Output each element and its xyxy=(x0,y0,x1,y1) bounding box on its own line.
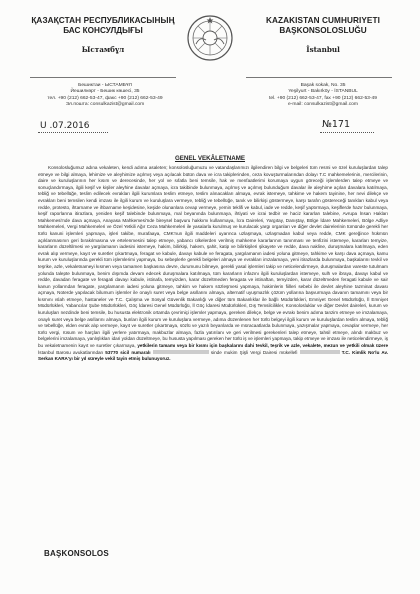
address-right-line2: Yeşilyurt - Bakırköy - İSTANBUL xyxy=(288,89,358,95)
address-left-line4: Эл.пошта: consulkazist@gmail.com xyxy=(65,102,145,108)
left-org-line2: БАС КОНСУЛДЫҒЫ xyxy=(63,26,143,35)
state-emblem-icon xyxy=(186,14,234,62)
body-bold-1: yetkilerin tamamı veya bir kısmı için başkalarını dahi tevkil, teşrik ve azle, vekalete, mezun ve yetkili olmak üzere xyxy=(137,343,388,349)
right-org-line1: KAZAKISTAN CUMHURIYETI xyxy=(266,16,380,25)
address-left-line1: Бешиктаи - ЫСТАМБҰЛ xyxy=(78,83,132,88)
left-org-line1: ҚАЗАҚСТАН РЕСПУБЛИКАСЫНЫҢ xyxy=(31,16,175,25)
address-left-line3: тел. +90 (212) 662-53-47, факс +90 (212) 662-53-49 xyxy=(47,95,163,101)
address-right xyxy=(248,83,398,109)
address-left-line2: Йешилкөрт - Бешик көшесі, 35 xyxy=(70,89,140,95)
body-text-2: İstanbul Barosu avukatlarından xyxy=(38,349,104,355)
right-org-line2: BAŞKONSOLOSLUĞU xyxy=(279,26,367,35)
right-city: İstanbul xyxy=(306,45,340,54)
document-number: №171 xyxy=(322,119,351,130)
left-city: Ыстамбұл xyxy=(81,45,125,54)
address-left xyxy=(30,83,180,109)
signer-title: BAŞKONSOLOS xyxy=(44,549,109,558)
body-redacted-1 xyxy=(153,350,209,354)
body-text-1: Konsolosluğumuz adına vekaleten, kendi adıma asaleten; konsolosluğumuzu ve vatandaşlarımızı ilgilendiren bilgi ve belgeleri tüm resmi ve özel kuruluşlardan talep etmeye ve bilgi almaya, lehimize ve aleyhimize açılmış veya açılacak bütün dava ve icra takiplerinden, ceza kovuşturmalarından dolayı T.C mahkemelerinin, mercilerinin, daire ve kuruluşlarının her kısım ve derecesinde, her yol ve sıfatla beni temsile, hak ve menfaatlerimi korumaya uygun göreceği işlemlerden talep etmeye ve sonuçlandırmaya, ilgili keşif ve kişiler aleyhine davalar açmaya, icra takibinde bulunmaya, açılmış ve açılmış bulunduğum davalar ile aleyhime açılan davalara katılmaya, tebliğ ve tebellüğe, teslim edilecek evrakları ilgili kurumlara teslim etmeye, teslim alınacakları almaya, evrak istemeye, tahkime ve hakem tayinine, her nevi dilekçe ve evrakları beni temsilen kendi imzası ile ilgili kurum ve kuruluşlara vermeye, tebliğ ve tebellüğe, tanık ve bilirkişi göstermeye, karşı tarafın göstereceği tanıkları kabul veya redde, protesto, ihtarname ve ihbarname keşidesine, keşide olunanlara cevap vermeye, yemin teklifi ve kabul, iade ve redde, keşif yaptırmaya, keşiflerde hazır bulunmaya, keşif raporlarına itirazlara, yeniden keşif talebinde bulunmaya, mal beyanında bulunmaya, ihtiyati ve icrai tedbir ve haciz kararları talebine, Avrupa İnsan Hakları Mahkemesi'nde dava açmaya, Anayasa Mahkemesi'nde bireysel başvuru hakkımı kullanmaya, İcra Daireleri, Yargıtay, Danıştay, Bölge İdare Mahkemeleri, Bölge Adliye Mahkemeleri, Vergi Mahkemeleri ve Özel Yetkili Ağır Ceza Mahkemeleri ile yasalarla kurulmuş ve kurulacak yargı organları ve diğer devlet dairelerinin tümünde gerekli her türlü kanuni işlemleri yapmaya, işleri takibe, murafaaya, CMK'nun ilgili maddeleri uyarınca uzlaşmaya, uzlaşmadan kabul veya redde, CMK gereğince hükmün açıklanmasının geri bırakılmasına ve ertelenmesini talep etmeye, yabancı ülkelerden verilmiş mahkeme kararlarının tanınması ve tenfizini istemeye, kararları temyize, kararların düzeltilmesi ve yargılamanın iadesini istemeye, hakim, bilirkişi, hakem, şahit, katip ve bilirkişileri şikayete ve redde, dava nakline, duruşmalara katılmaya, eden evrak alıp vermeye, kayıt ve suretler çıkartmaya, feragat ve kabule, davayı kabule ve feragata, yargılamanın iadesi yoluna gitmeye, tahkime ve karşı dava açmaya, kamu kurum ve kuruluşlarında gerekli tüm işlemlerimi yapmaya, bu sebeplerle gerekli belgeleri almaya ve evrakları imzalamaya, yeni itirazlarda bulunmaya, başkalarını tevkil ve teşrike, azle, vekaletnameyi kısmen veya tamamen başkasına devre, durumunu bilmeye, gerekli yasal işlemleri takip ve neticelendirmeye, duruşmalardan vareste tutulmam yolunda talepte bulunmaya, benim dışımda devam edecek duruşmalara katılmaya, tüm kararların infazını ilgili kuruluşlardan istemeye, sulh ve ibraya, davayı kabul ve redde, davadan feragate ve feragati davayı kabule, istinafa, temyizden, karar düzeltmeden feragata ve istinaftan, temyizden, karar düzeltmeden feragati kabule ve sair kanun yollarından feragate, yargılamanın iadesi yoluna gitmeye, tahkim ve hakem sözleşmesi yapmaya, hakimlerin fiilleri sebebi ile devlet aleyhine tazminat davası açmaya, Noterde yapılacak bilumum işlemler ile onaylı suret veya belge asıllarını almaya, alternatif uyuşmazlık çözüm yollarına başvurmaya davanın tamamını veya bir kısmını ıslah etmeye, hastaneler ve T.C. Çalışma ve Sosyal Güvenlik Bakanlığı ve diğer tüm Bakanlıklar ile bağlı Müdürlükleri, Emniyet Genel Müdürlüğü, İl Emniyet Müdürlükleri, Yabancılar Şube Müdürlükleri, Göç İdaresi Genel Müdürlüğü, İl Göç İdaresi Müdürlükleri, Dış Temsilcilikler, Konsolosluklar ve diğer Devlet daireleri, kurum ve kuruluşları nezdinde beni temsile, bu hususta elektronik ortamda çevrimiçi işlemler yapmaya, gereken dilekçe, belge ve evrakı benim adıma tanzim etmeye ve imzalamaya, onaylı suret veya belge asıllarını almaya, bunları ilgili kurum ve kuruluşlara vermeye, adıma düzenlenen her türlü belgeyi ilgili kurum ve kuruluşlardan teslim almaya, tebliğ ve tebellüğe, elden evrak alıp vermeye, kayıt ve suretler çıkartmaya, sözlü ve yazılı beyanlarda ve müracaatlarda bulunmaya, yazışmalar yapmaya, cevaplar vermeye, her türlü vergi, rüsum ve harçları ilgili yerlere yatırmaya, makbuzlar almaya, fazla yatırılanı ve geri verilmesi gerekenleri talep etmeye, tahsil etmeye, alındı makbuz ve belgelerini imzalamaya, yanlışlıkları idari yoldan düzeltmeye, bu hususta yapılması gereken her türlü iş ve işlemleri yapmaya, takip etmeye ve imzası ile neticelendirmeye, iş bu vekaletnamenin kayıt ve suretler çıkarmaya, xyxy=(38,165,388,349)
body-text-4: T.C. Kimlik No'lu Av. Serkan KARA'yı bir yıl süreyle vekil tayin etmiş bulunuyoruz. xyxy=(38,349,389,362)
date-underline xyxy=(38,132,108,133)
number-underline xyxy=(320,132,374,133)
body-bold-2: 53770 sicil numaralı xyxy=(105,349,151,355)
document-date: U .07.2016 xyxy=(40,121,90,131)
header-divider-right xyxy=(246,77,392,78)
header-divider-left xyxy=(30,77,176,78)
document-title: GENEL VEKÂLETNAME xyxy=(174,155,246,162)
body-redacted-2 xyxy=(300,350,340,354)
document-body xyxy=(38,165,388,363)
header-right xyxy=(248,16,398,54)
address-right-line3: tel. +90 (212) 662-53-47, fax +90 (212) 662-53-49 xyxy=(269,95,377,101)
body-text-3: sinde mukim Şişli Vergi Dairesi mükellefi xyxy=(210,349,298,355)
address-right-line4: e-mail: consulkazist@gmail.com xyxy=(288,102,358,108)
header-left xyxy=(28,16,178,54)
address-right-line1: Başak sokak, No. 35 xyxy=(300,83,346,88)
